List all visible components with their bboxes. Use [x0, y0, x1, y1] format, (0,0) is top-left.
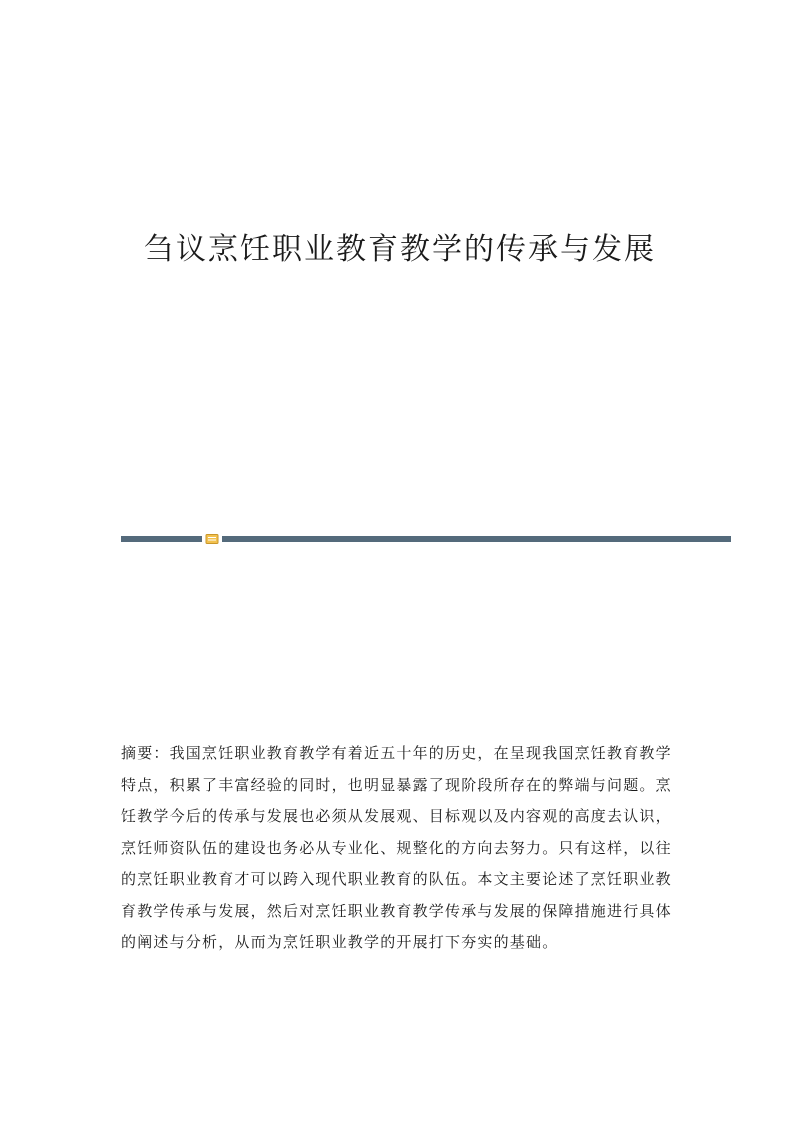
- abstract-paragraph: [121, 738, 681, 959]
- abstract-line: 的阐述与分析，从而为烹饪职业教学的开展打下夯实的基础。: [121, 933, 559, 951]
- abstract-line: 特点，积累了丰富经验的同时，也明显暴露了现阶段所存在的弊端与问题。烹: [121, 775, 672, 794]
- document-ornament-icon: [205, 533, 219, 545]
- document-title: 刍议烹饪职业教育教学的传承与发展: [144, 232, 656, 267]
- abstract-line: 的烹饪职业教育才可以跨入现代职业教育的队伍。本文主要论述了烹饪职业教: [121, 870, 672, 888]
- divider-bar-right: [222, 536, 731, 542]
- section-divider: [121, 533, 731, 545]
- divider-bar-left: [121, 536, 202, 542]
- abstract-line: 摘要：我国烹饪职业教育教学有着近五十年的历史，在呈现我国烹饪教育教学: [121, 744, 672, 762]
- abstract-line: 育教学传承与发展，然后对烹饪职业教育教学传承与发展的保障措施进行具体: [121, 901, 672, 920]
- abstract-line: 饪教学今后的传承与发展也必须从发展观、目标观以及内容观的高度去认识，: [121, 807, 672, 825]
- abstract-line: 烹饪师资队伍的建设也务必从专业化、规整化的方向去努力。只有这样，以往: [121, 838, 672, 857]
